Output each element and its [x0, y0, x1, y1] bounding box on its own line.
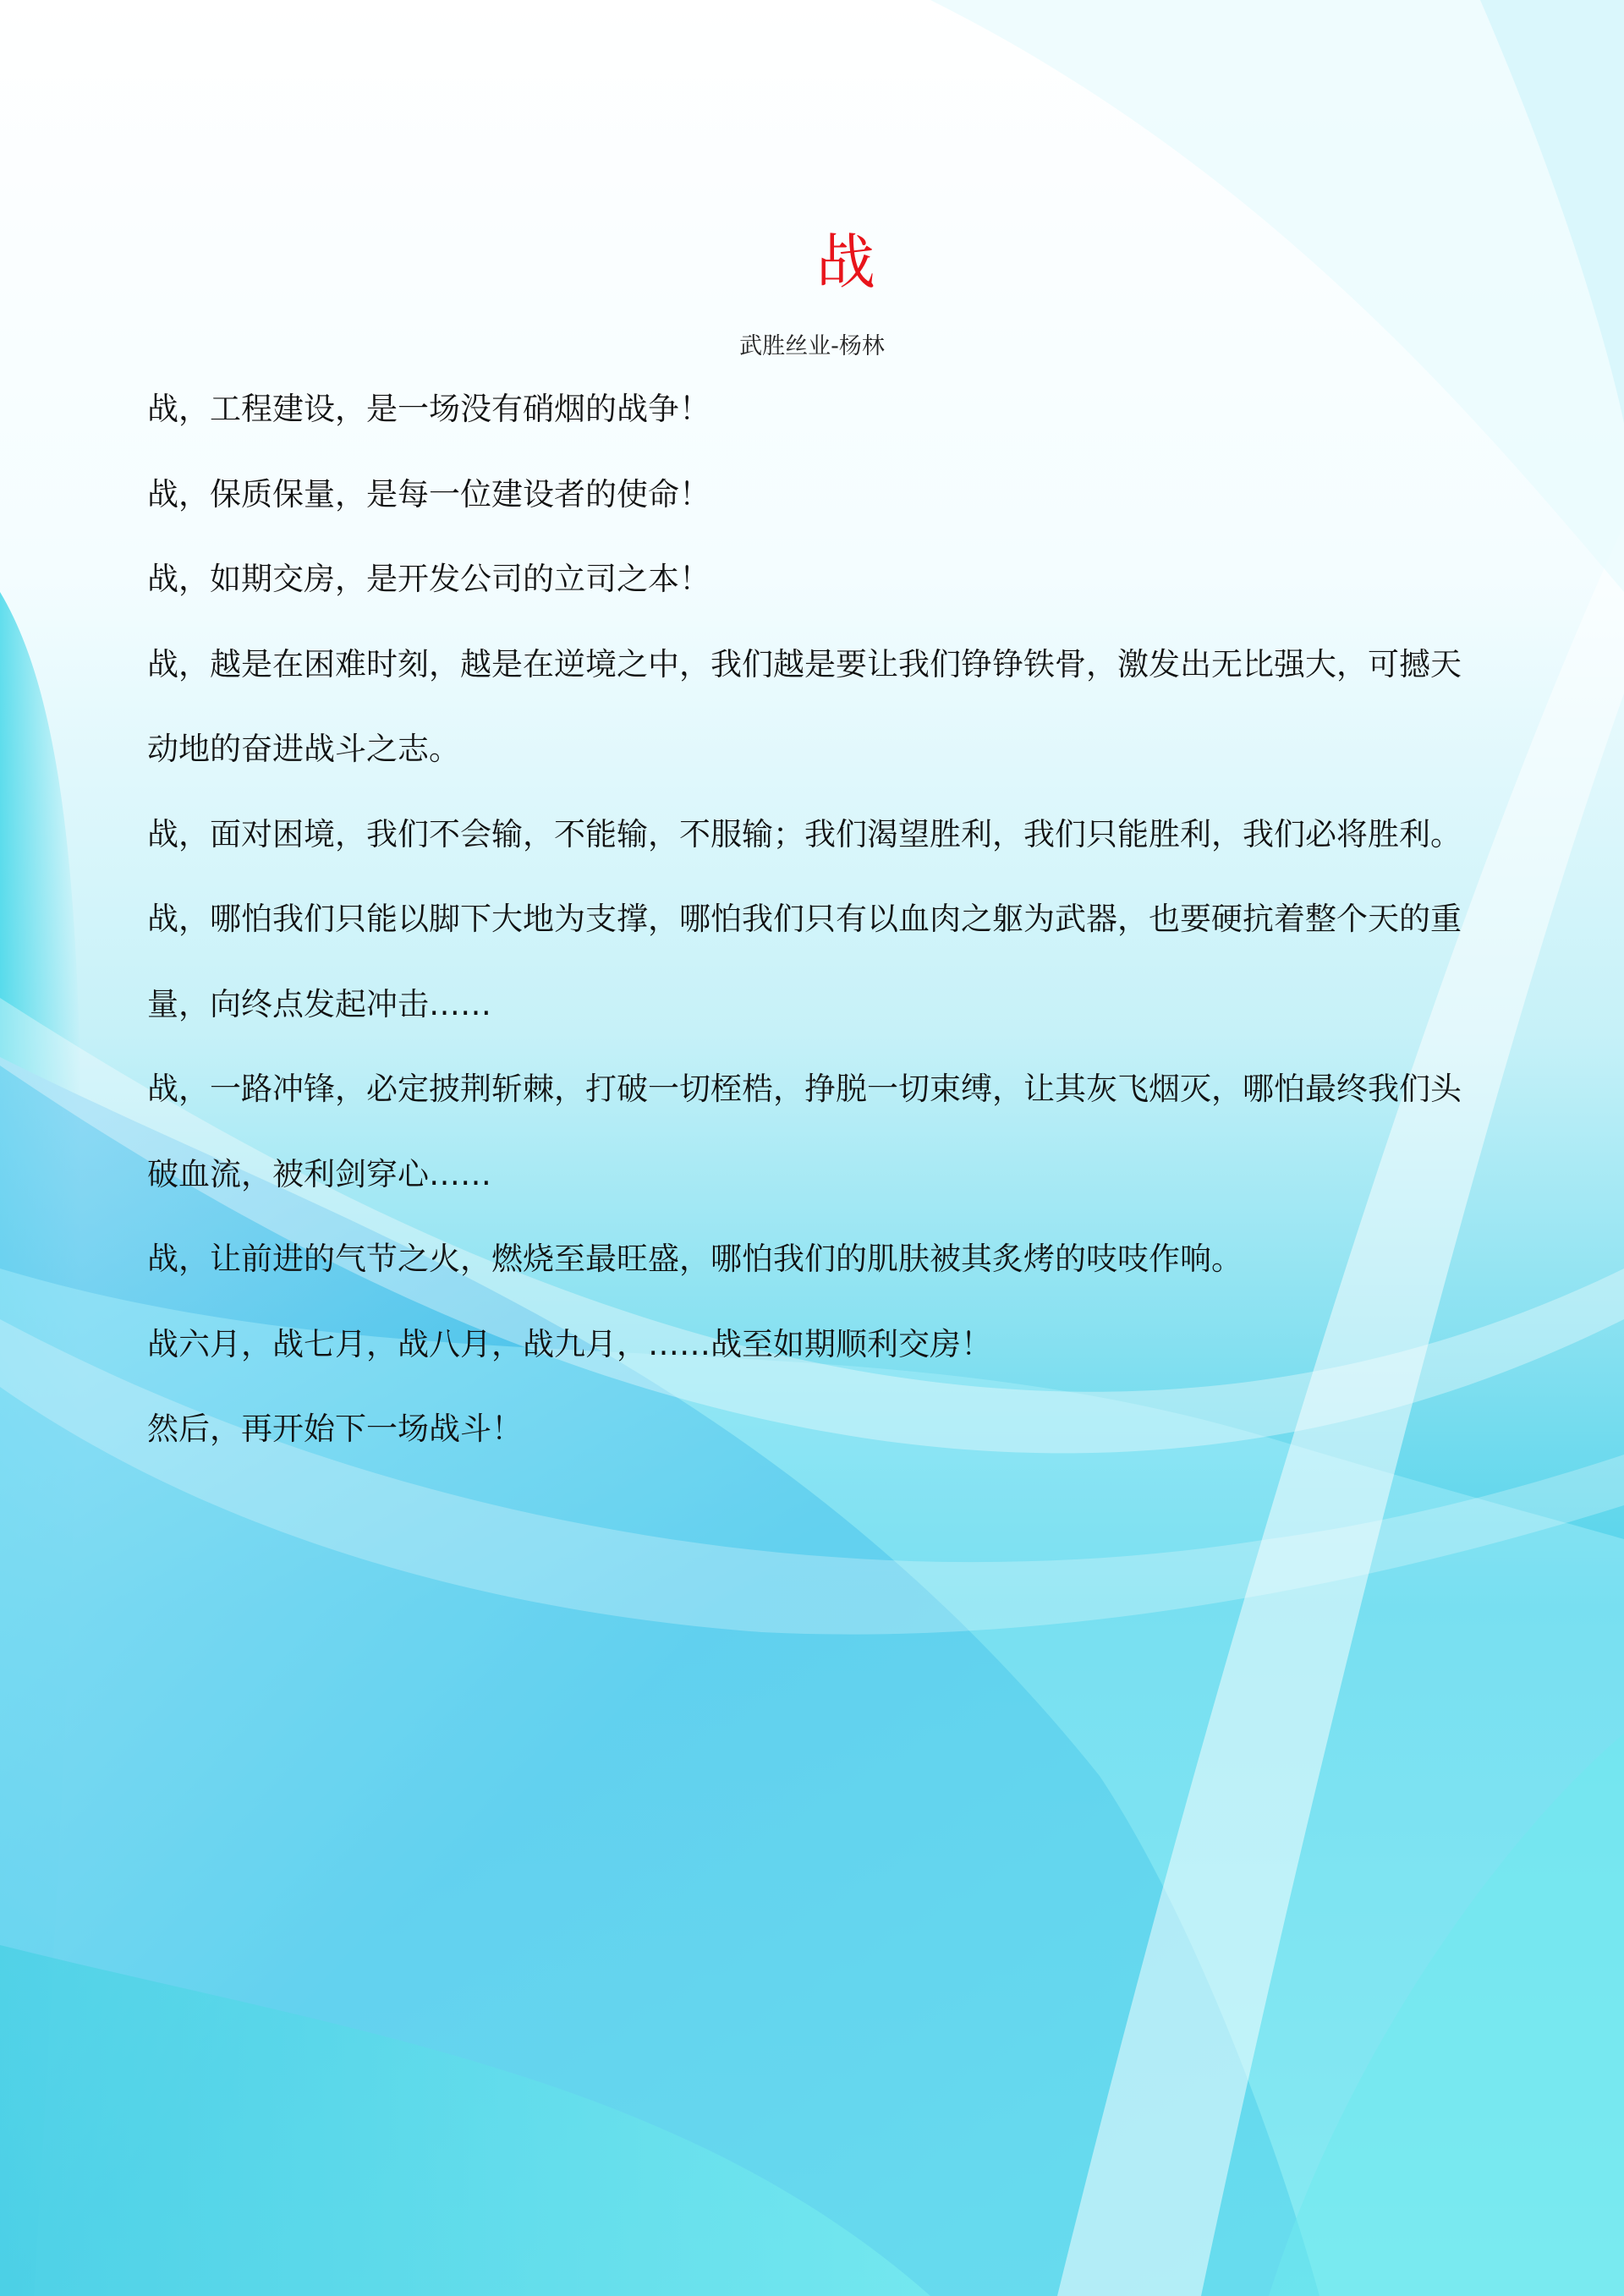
paragraph: 战，让前进的气节之火，燃烧至最旺盛，哪怕我们的肌肤被其炙烤的吱吱作响。 [147, 1241, 1243, 1277]
paragraph: 战，一路冲锋，必定披荆斩棘，打破一切桎梏，挣脱一切束缚，让其灰飞烟灭，哪怕最终我们头破血流，被利剑穿心…… [147, 1071, 1462, 1192]
paragraph: 战，面对困境，我们不会输，不能输，不服输；我们渴望胜利，我们只能胜利，我们必将胜利。 [147, 815, 1462, 852]
paragraph: 战，哪怕我们只能以脚下大地为支撑，哪怕我们只有以血肉之躯为武器，也要硬抗着整个天的重量，向终点发起冲击…… [147, 901, 1462, 1022]
paragraph: 战六月，战七月，战八月，战九月，……战至如期顺利交房！ [147, 1325, 992, 1362]
paragraph: 战，如期交房，是开发公司的立司之本！ [147, 561, 710, 597]
paragraph: 战，工程建设，是一场没有硝烟的战争！ [147, 391, 710, 427]
author-byline: 武胜丝业-杨林 [739, 333, 885, 359]
document-title: 战 [816, 227, 875, 297]
paragraph: 战，保质保量，是每一位建设者的使命！ [147, 475, 710, 512]
paragraph: 然后，再开始下一场战斗！ [147, 1411, 523, 1447]
paragraph: 战，越是在困难时刻，越是在逆境之中，我们越是要让我们铮铮铁骨，激发出无比强大，可撼天动地的奋进战斗之志。 [147, 645, 1462, 767]
document-body [147, 367, 1484, 1472]
